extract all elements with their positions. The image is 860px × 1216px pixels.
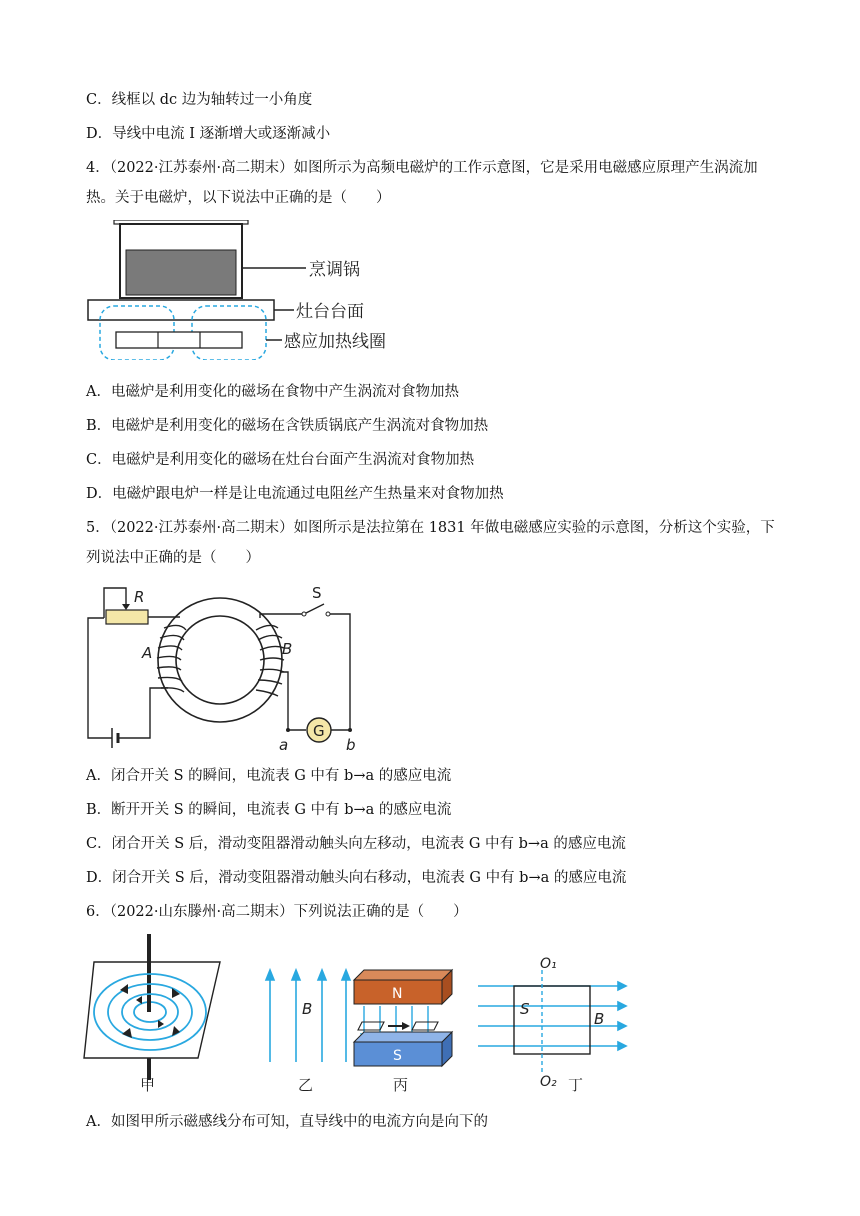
label-B: B (282, 640, 293, 658)
label-R: R (134, 588, 145, 606)
q4-stem-line2: 热。关于电磁炉，以下说法中正确的是（ ） (86, 190, 391, 206)
label-yi: 乙 (298, 1076, 314, 1092)
figure-jia (84, 934, 220, 1092)
faraday-experiment-figure (84, 578, 364, 754)
iron-ring-inner (176, 616, 264, 704)
q3-option-d: D．导线中电流 I 逐渐增大或逐渐减小 (86, 126, 331, 142)
switch-S (306, 604, 324, 613)
label-a: a (279, 736, 289, 754)
label-B-ding: B (594, 1010, 605, 1028)
stove-top (88, 300, 274, 320)
label-N: N (392, 986, 403, 1002)
q6-stem: 6．（2022·山东滕州·高二期末）下列说法正确的是（ ） (86, 904, 468, 920)
label-S-magnet: S (393, 1048, 402, 1064)
q5-option-a: A．闭合开关 S 的瞬间，电流表 G 中有 b→a 的感应电流 (86, 768, 452, 784)
label-O2: O₂ (540, 1074, 557, 1090)
figure-ding (478, 956, 626, 1092)
figure-bing (354, 970, 452, 1092)
q5-option-c: C．闭合开关 S 后，滑动变阻器滑动触头向左移动，电流表 G 中有 b→a 的感应电流 (86, 836, 626, 852)
q5-stem-line2: 列说法中正确的是（ ） (86, 550, 260, 566)
coil-area (514, 986, 590, 1054)
label-G: G (313, 722, 325, 740)
label-S: S (312, 584, 322, 602)
label-S-area: S (520, 1000, 530, 1018)
label-bing: 丙 (393, 1076, 409, 1092)
q5-option-d: D．闭合开关 S 后，滑动变阻器滑动触头向右移动，电流表 G 中有 b→a 的感应电流 (86, 870, 627, 886)
pot-liquid (126, 250, 236, 295)
q4-option-c: C．电磁炉是利用变化的磁场在灶台台面产生涡流对食物加热 (86, 452, 475, 468)
coil-B (256, 625, 284, 696)
label-b: b (346, 736, 356, 754)
q5-option-b: B．断开开关 S 的瞬间，电流表 G 中有 b→a 的感应电流 (86, 802, 452, 818)
label-pot: 烹调锅 (309, 260, 360, 280)
q3-option-c: C．线框以 dc 边为轴转过一小角度 (86, 92, 313, 108)
label-A: A (142, 644, 153, 662)
q4-option-d: D．电磁炉跟电炉一样是让电流通过电阻丝产生热量来对食物加热 (86, 486, 504, 502)
q5-stem-line1: 5．（2022·江苏泰州·高二期末）如图所示是法拉第在 1831 年做电磁感应实验的示意图，分析这个实验，下 (86, 520, 775, 536)
q4-option-b: B．电磁炉是利用变化的磁场在含铁质锅底产生涡流对食物加热 (86, 418, 489, 434)
label-B-yi: B (302, 1000, 313, 1018)
rheostat (106, 610, 148, 624)
heating-coil (116, 332, 242, 348)
label-coil: 感应加热线圈 (284, 332, 386, 352)
q4-option-a: A．电磁炉是利用变化的磁场在食物中产生涡流对食物加热 (86, 384, 459, 400)
q6-option-a: A．如图甲所示磁感线分布可知，直导线中的电流方向是向下的 (86, 1114, 488, 1130)
induction-cooker-figure (84, 220, 414, 360)
label-stove: 灶台台面 (296, 302, 364, 322)
q4-stem-line1: 4．（2022·江苏泰州·高二期末）如图所示为高频电磁炉的工作示意图，它是采用电磁感应原理产生涡流加 (86, 160, 758, 176)
label-ding: 丁 (568, 1076, 584, 1092)
label-jia: 甲 (140, 1076, 156, 1092)
q6-figures (80, 932, 640, 1092)
label-O1: O₁ (540, 956, 557, 972)
